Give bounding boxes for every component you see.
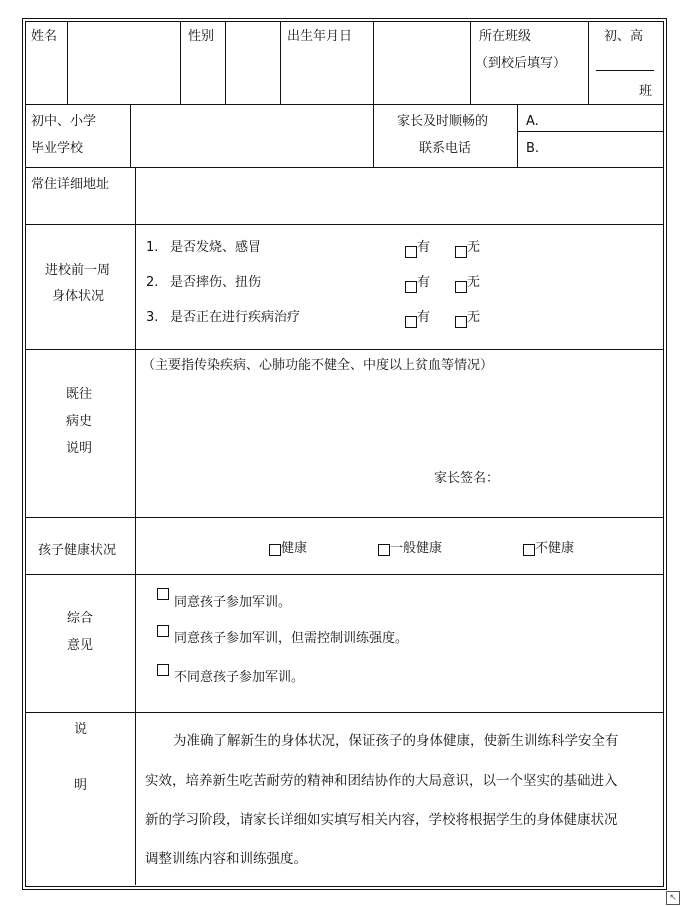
birth-field[interactable]	[374, 22, 469, 103]
agree-checkbox[interactable]	[157, 588, 169, 600]
fair-health-checkbox[interactable]	[378, 544, 390, 556]
unhealthy-label: 不健康	[535, 541, 575, 556]
school-label: 初中、小学	[31, 114, 97, 129]
col-divider	[470, 21, 471, 104]
row-divider	[25, 517, 663, 518]
health-week-label-2: 身体状况	[52, 289, 105, 304]
history-field[interactable]	[142, 380, 657, 465]
health-week-label: 进校前一周	[45, 263, 111, 278]
explanation-line: 实效，培养新生吃苦耐劳的精神和团结协作的大局意识，以一个坚实的基础进入	[145, 773, 618, 789]
health-item-text: 是否摔伤、扭伤	[170, 275, 262, 290]
birth-label: 出生年月日	[287, 29, 353, 44]
school-field[interactable]	[131, 105, 372, 166]
explanation-label-2: 明	[74, 778, 88, 793]
class-prefix: 初、高	[604, 29, 644, 44]
explanation-label: 说	[74, 722, 88, 737]
class-suffix: 班	[639, 84, 653, 99]
signature-label: 家长签名：	[434, 471, 500, 486]
yes-label: 有	[417, 240, 431, 255]
col-divider	[517, 104, 518, 167]
class-label: 所在班级	[479, 29, 532, 44]
agree-limited-checkbox[interactable]	[157, 625, 169, 637]
name-field[interactable]	[68, 22, 179, 103]
no-label: 无	[467, 310, 481, 325]
history-note: （主要指传染疾病、心肺功能不健全、中度以上贫血等情况）	[142, 358, 494, 373]
disagree-checkbox[interactable]	[157, 664, 169, 676]
no-checkbox[interactable]	[455, 316, 467, 328]
health-item-num: 3.	[146, 310, 159, 325]
phone-label: 家长及时顺畅的	[397, 114, 489, 129]
class-label-note: （到校后填写）	[475, 56, 567, 71]
address-field[interactable]	[136, 168, 662, 223]
col-divider	[588, 21, 589, 104]
phone-a-label[interactable]: A.	[526, 114, 539, 129]
history-label-2: 病史	[66, 414, 93, 429]
no-checkbox[interactable]	[455, 281, 467, 293]
phone-b-label[interactable]: B.	[526, 141, 540, 156]
no-label: 无	[467, 275, 481, 290]
corner-mark: ↖	[666, 891, 680, 905]
col-divider	[280, 21, 281, 104]
phone-label-2: 联系电话	[419, 141, 472, 156]
row-divider	[517, 131, 663, 132]
row-divider	[25, 712, 663, 713]
col-divider	[135, 167, 136, 885]
unhealthy-checkbox[interactable]	[523, 544, 535, 556]
col-divider	[373, 104, 374, 167]
disagree-label: 不同意孩子参加军训。	[174, 670, 305, 685]
class-blank-line[interactable]	[596, 70, 654, 71]
fair-health-label: 一般健康	[390, 541, 443, 556]
row-divider	[25, 574, 663, 575]
child-health-label: 孩子健康状况	[38, 543, 117, 558]
health-item-text: 是否发烧、感冒	[170, 240, 262, 255]
explanation-line: 为准确了解新生的身体状况，保证孩子的身体健康，使新生训练科学安全有	[173, 733, 619, 749]
yes-label: 有	[417, 310, 431, 325]
signature-field[interactable]	[502, 468, 652, 490]
no-checkbox[interactable]	[455, 246, 467, 258]
row-divider	[25, 349, 663, 350]
healthy-checkbox[interactable]	[269, 544, 281, 556]
yes-checkbox[interactable]	[405, 281, 417, 293]
yes-checkbox[interactable]	[405, 316, 417, 328]
col-divider	[180, 21, 181, 104]
yes-label: 有	[417, 275, 431, 290]
opinion-label: 综合	[67, 611, 94, 626]
school-label-2: 毕业学校	[31, 141, 84, 156]
agree-label: 同意孩子参加军训。	[174, 595, 292, 610]
opinion-label-2: 意见	[67, 638, 94, 653]
health-item-num: 2.	[146, 275, 159, 290]
name-label: 姓名	[31, 29, 58, 44]
gender-label: 性别	[188, 29, 215, 44]
history-label-3: 说明	[66, 441, 93, 456]
health-item-num: 1.	[146, 240, 159, 255]
explanation-line: 新的学习阶段，请家长详细如实填写相关内容，学校将根据学生的身体健康状况	[145, 812, 618, 828]
explanation-line: 调整训练内容和训练强度。	[145, 851, 307, 867]
gender-field[interactable]	[226, 22, 279, 103]
agree-limited-label: 同意孩子参加军训，但需控制训练强度。	[174, 631, 409, 646]
row-divider	[25, 224, 663, 225]
health-item-text: 是否正在进行疾病治疗	[170, 310, 301, 325]
history-label: 既往	[66, 387, 93, 402]
yes-checkbox[interactable]	[405, 246, 417, 258]
address-label: 常住详细地址	[31, 177, 110, 192]
healthy-label: 健康	[281, 541, 308, 556]
no-label: 无	[467, 240, 481, 255]
